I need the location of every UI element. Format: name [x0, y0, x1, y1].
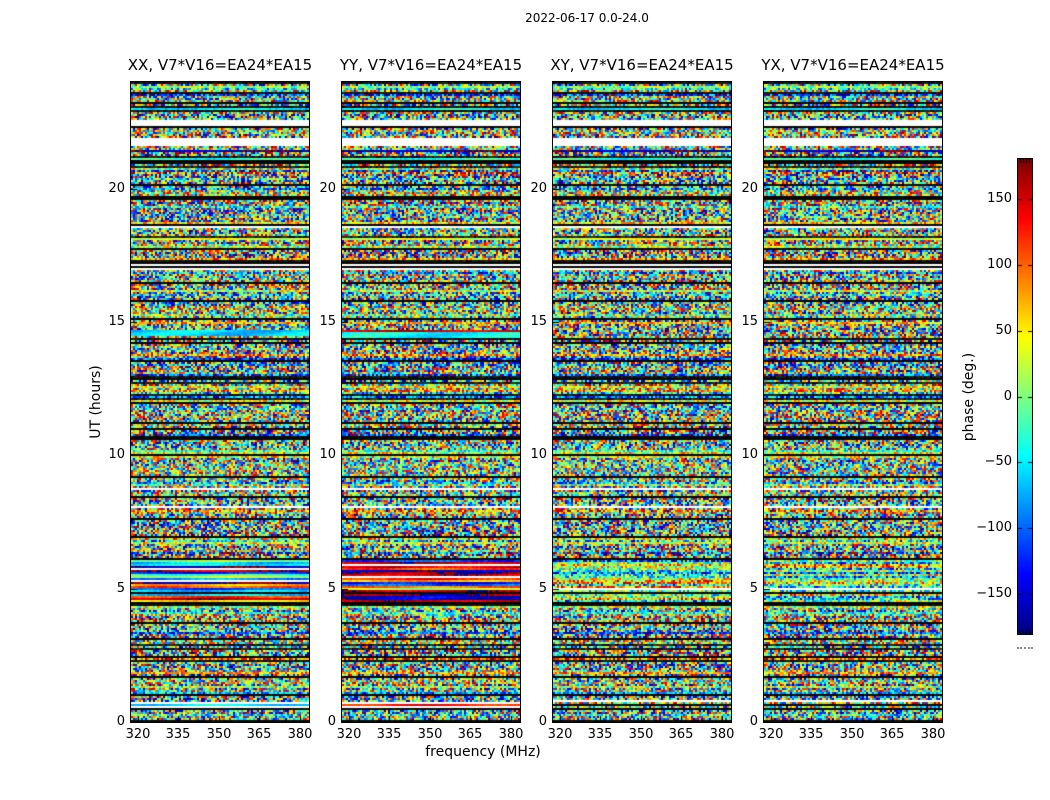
x-tick-label: 350	[206, 727, 232, 742]
y-tick-label: 15	[319, 314, 336, 329]
colorbar-tick-label: 50	[995, 322, 1012, 338]
y-tick-label: 5	[538, 580, 547, 596]
y-tick-label: 10	[741, 447, 758, 463]
x-tick-label: 365	[668, 727, 694, 742]
x-tick-label: 365	[246, 727, 272, 742]
x-tick-label: 365	[457, 727, 483, 742]
x-tick-label: 320	[125, 727, 151, 742]
colorbar-tick-label: 100	[987, 256, 1012, 272]
colorbar-tick-label: −100	[976, 520, 1012, 536]
x-tick-label: 350	[839, 727, 865, 742]
colorbar-tick-label: 0	[1003, 388, 1012, 404]
y-tick-label: 5	[327, 580, 336, 596]
x-tick-label: 350	[628, 727, 654, 742]
panel-plot-XX	[130, 81, 310, 723]
y-tick-label: 0	[749, 714, 758, 729]
x-tick-label: 380	[287, 727, 313, 742]
x-tick-label: 335	[376, 727, 402, 742]
colorbar-tick-label: −50	[984, 454, 1012, 470]
x-tick-label: 380	[709, 727, 735, 742]
x-tick-label: 335	[587, 727, 613, 742]
y-tick-label: 0	[116, 714, 125, 729]
colorbar-tick-label: 150	[987, 190, 1012, 206]
y-tick-label: 0	[538, 714, 547, 729]
panel-plot-YX	[763, 81, 943, 723]
x-tick-label: 380	[498, 727, 524, 742]
y-tick-label: 5	[116, 580, 125, 596]
y-tick-label: 20	[530, 180, 547, 196]
y-tick-label: 10	[319, 447, 336, 463]
colorbar-frame	[1017, 158, 1033, 635]
colorbar-label: phase (deg.)	[961, 352, 977, 442]
panel-title-YX: YX, V7*V16=EA24*EA15	[761, 56, 945, 74]
panel-plot-XY	[552, 81, 732, 723]
panel-title-XX: XX, V7*V16=EA24*EA15	[127, 56, 313, 74]
y-tick-label: 10	[108, 447, 125, 463]
y-tick-label: 5	[749, 580, 758, 596]
y-tick-label: 20	[319, 180, 336, 196]
y-tick-label: 15	[741, 314, 758, 329]
x-tick-label: 335	[798, 727, 824, 742]
y-axis-label: UT (hours)	[88, 365, 104, 439]
panel-title-YY: YY, V7*V16=EA24*EA15	[339, 56, 523, 74]
colorbar-dotted-edge	[1017, 647, 1033, 649]
x-tick-label: 320	[336, 727, 362, 742]
x-axis-label: frequency (MHz)	[425, 744, 541, 760]
y-tick-label: 15	[108, 314, 125, 329]
y-tick-label: 20	[741, 180, 758, 196]
x-tick-label: 350	[417, 727, 443, 742]
y-tick-label: 20	[108, 180, 125, 196]
y-tick-label: 10	[530, 447, 547, 463]
x-tick-label: 320	[547, 727, 573, 742]
y-tick-label: 0	[327, 714, 336, 729]
panel-plot-YY	[341, 81, 521, 723]
colorbar-tick-label: −150	[976, 586, 1012, 602]
panel-canvas-YY	[342, 82, 520, 722]
panel-canvas-XX	[131, 82, 309, 722]
panel-canvas-XY	[553, 82, 731, 722]
panel-title-XY: XY, V7*V16=EA24*EA15	[550, 56, 734, 74]
x-tick-label: 365	[879, 727, 905, 742]
y-tick-label: 15	[530, 314, 547, 329]
x-tick-label: 335	[165, 727, 191, 742]
colorbar-canvas	[1018, 159, 1032, 634]
panel-canvas-YX	[764, 82, 942, 722]
x-tick-label: 380	[920, 727, 946, 742]
figure-title: 2022-06-17 0.0-24.0	[525, 11, 649, 25]
x-tick-label: 320	[758, 727, 784, 742]
